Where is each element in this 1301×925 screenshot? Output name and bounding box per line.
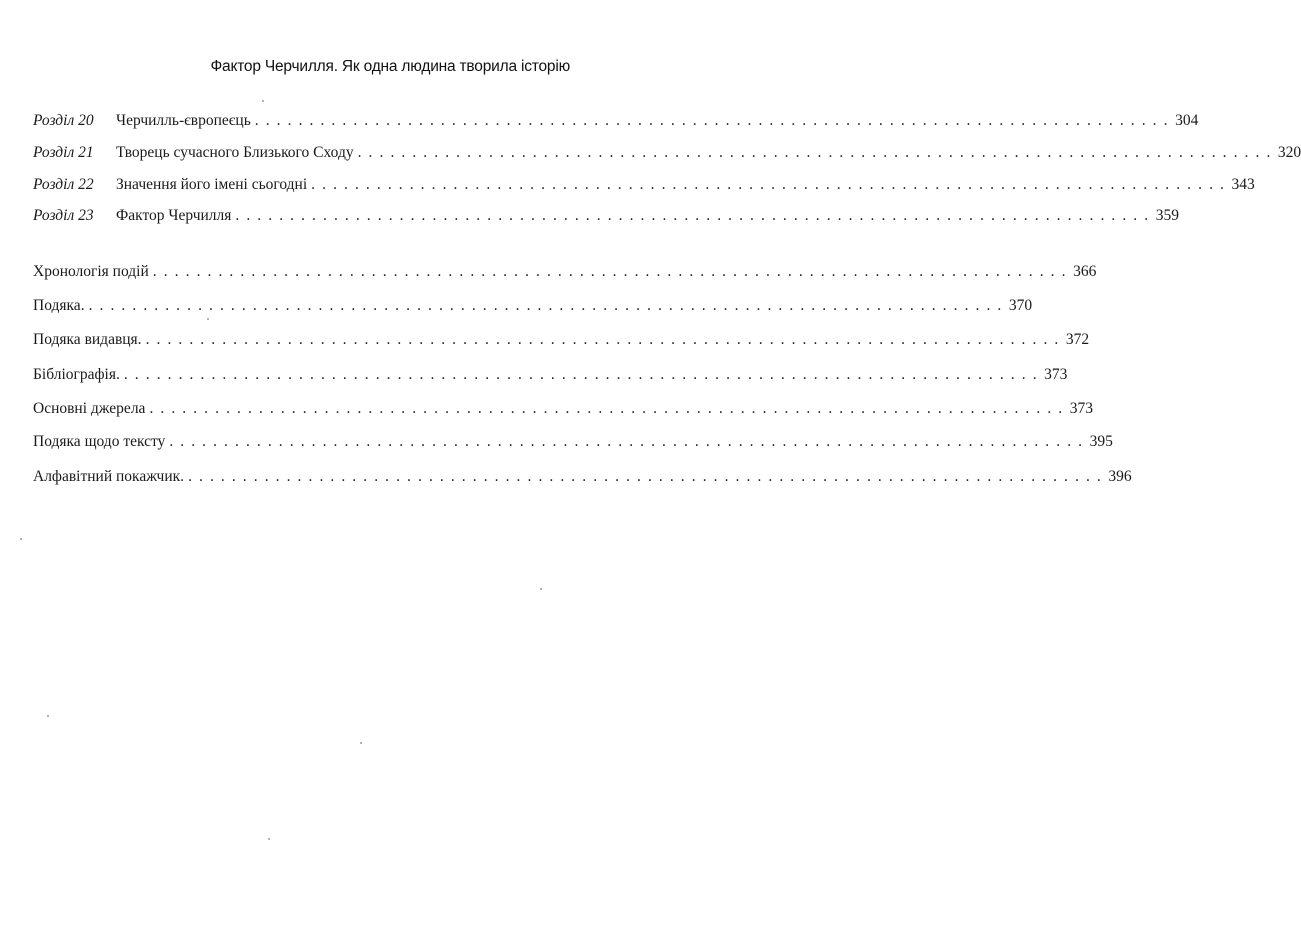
dot-leader: . . . . . . . . . . . . . . . . . . . . . . . . . . . . . . . . . . . . . . . . . . . . . . . . . . . . . . . . . . . . . . . . . . . . . . . . . . . . . . . . . . . . xyxy=(123,366,1039,383)
entry-title: Хронологія подій xyxy=(33,263,149,280)
entry-title: Бібліографія. xyxy=(33,366,120,383)
page-number: 372 xyxy=(1065,331,1090,348)
toc-entry-chapter-21[interactable] xyxy=(0,142,1301,164)
page-number: 395 xyxy=(1089,433,1113,450)
scan-speck xyxy=(207,318,209,320)
dot-leader: . . . . . . . . . . . . . . . . . . . . . . . . . . . . . . . . . . . . . . . . . . . . . . . . . . . . . . . . . . . . . . . . . . . . . . . . . . . . . . . . . . . . xyxy=(357,144,1272,161)
entry-title: Подяка. xyxy=(33,297,85,314)
toc-entry-chapter-23[interactable] xyxy=(0,205,1179,227)
toc-entry-publisher-acknowledgements[interactable] xyxy=(0,329,1090,351)
page-number: 373 xyxy=(1069,400,1094,417)
dot-leader: . . . . . . . . . . . . . . . . . . . . . . . . . . . . . . . . . . . . . . . . . . . . . . . . . . . . . . . . . . . . . . . . . . . . . . . . . . . . . . . . . . . . xyxy=(88,297,1003,314)
chapter-title: Значення його імені сьогодні xyxy=(116,176,308,193)
toc-entry-chronology[interactable] xyxy=(0,261,1097,283)
dot-leader: . . . . . . . . . . . . . . . . . . . . . . . . . . . . . . . . . . . . . . . . . . . . . . . . . . . . . . . . . . . . . . . . . . . . . . . . . . . . . . . . . . . . xyxy=(254,112,1170,129)
running-header: Фактор Черчилля. Як одна людина творила історію xyxy=(210,58,570,75)
chapter-label: Розділ 23 xyxy=(33,207,94,224)
scan-speck xyxy=(20,538,22,540)
chapter-label: Розділ 20 xyxy=(33,112,94,129)
dot-leader: . . . . . . . . . . . . . . . . . . . . . . . . . . . . . . . . . . . . . . . . . . . . . . . . . . . . . . . . . . . . . . . . . . . . . . . . . . . . . . . . . . . . xyxy=(188,468,1103,485)
toc-entry-bibliography[interactable] xyxy=(0,364,1068,386)
entry-title: Подяка щодо тексту xyxy=(33,433,166,450)
chapter-label: Розділ 22 xyxy=(33,176,94,193)
dot-leader: . . . . . . . . . . . . . . . . . . . . . . . . . . . . . . . . . . . . . . . . . . . . . . . . . . . . . . . . . . . . . . . . . . . . . . . . . . . . . . . . . . . . xyxy=(169,433,1084,450)
page-number: 343 xyxy=(1231,176,1255,193)
page-number: 366 xyxy=(1073,263,1097,280)
page-number: 304 xyxy=(1175,112,1199,129)
toc-entry-index[interactable] xyxy=(0,466,1132,488)
scan-speck xyxy=(47,715,49,717)
chapter-title: Фактор Черчилля xyxy=(116,207,232,224)
dot-leader: . . . . . . . . . . . . . . . . . . . . . . . . . . . . . . . . . . . . . . . . . . . . . . . . . . . . . . . . . . . . . . . . . . . . . . . . . . . . . . . . . . . . xyxy=(152,263,1068,280)
dot-leader: . . . . . . . . . . . . . . . . . . . . . . . . . . . . . . . . . . . . . . . . . . . . . . . . . . . . . . . . . . . . . . . . . . . . . . . . . . . . . . . . . . . . xyxy=(311,176,1226,193)
page-number: 320 xyxy=(1277,144,1301,161)
dot-leader: . . . . . . . . . . . . . . . . . . . . . . . . . . . . . . . . . . . . . . . . . . . . . . . . . . . . . . . . . . . . . . . . . . . . . . . . . . . . . . . . . . . . xyxy=(235,207,1150,224)
dot-leader: . . . . . . . . . . . . . . . . . . . . . . . . . . . . . . . . . . . . . . . . . . . . . . . . . . . . . . . . . . . . . . . . . . . . . . . . . . . . . . . . . . . . xyxy=(145,331,1060,348)
toc-entry-text-acknowledgements[interactable] xyxy=(0,431,1113,453)
page-number: 359 xyxy=(1155,207,1179,224)
toc-entry-chapter-22[interactable] xyxy=(0,174,1255,196)
chapter-label: Розділ 21 xyxy=(33,144,94,161)
dot-leader: . . . . . . . . . . . . . . . . . . . . . . . . . . . . . . . . . . . . . . . . . . . . . . . . . . . . . . . . . . . . . . . . . . . . . . . . . . . . . . . . . . . . xyxy=(149,400,1064,417)
entry-title: Основні джерела xyxy=(33,400,146,417)
scan-speck xyxy=(268,838,270,840)
chapter-title: Творець сучасного Близького Сходу xyxy=(116,144,354,161)
scan-speck xyxy=(262,100,264,102)
toc-entry-chapter-20[interactable] xyxy=(0,110,1199,132)
toc-entry-acknowledgements[interactable] xyxy=(0,295,1033,317)
entry-title: Алфавітний покажчик. xyxy=(33,468,185,485)
entry-title: Подяка видавця. xyxy=(33,331,142,348)
scan-speck xyxy=(360,742,362,744)
page-number: 370 xyxy=(1008,297,1033,314)
page-number: 373 xyxy=(1044,366,1068,383)
scan-speck xyxy=(540,588,542,590)
toc-entry-primary-sources[interactable] xyxy=(0,398,1094,420)
page-number: 396 xyxy=(1108,468,1132,485)
chapter-title: Черчилль-європеєць xyxy=(116,112,251,129)
